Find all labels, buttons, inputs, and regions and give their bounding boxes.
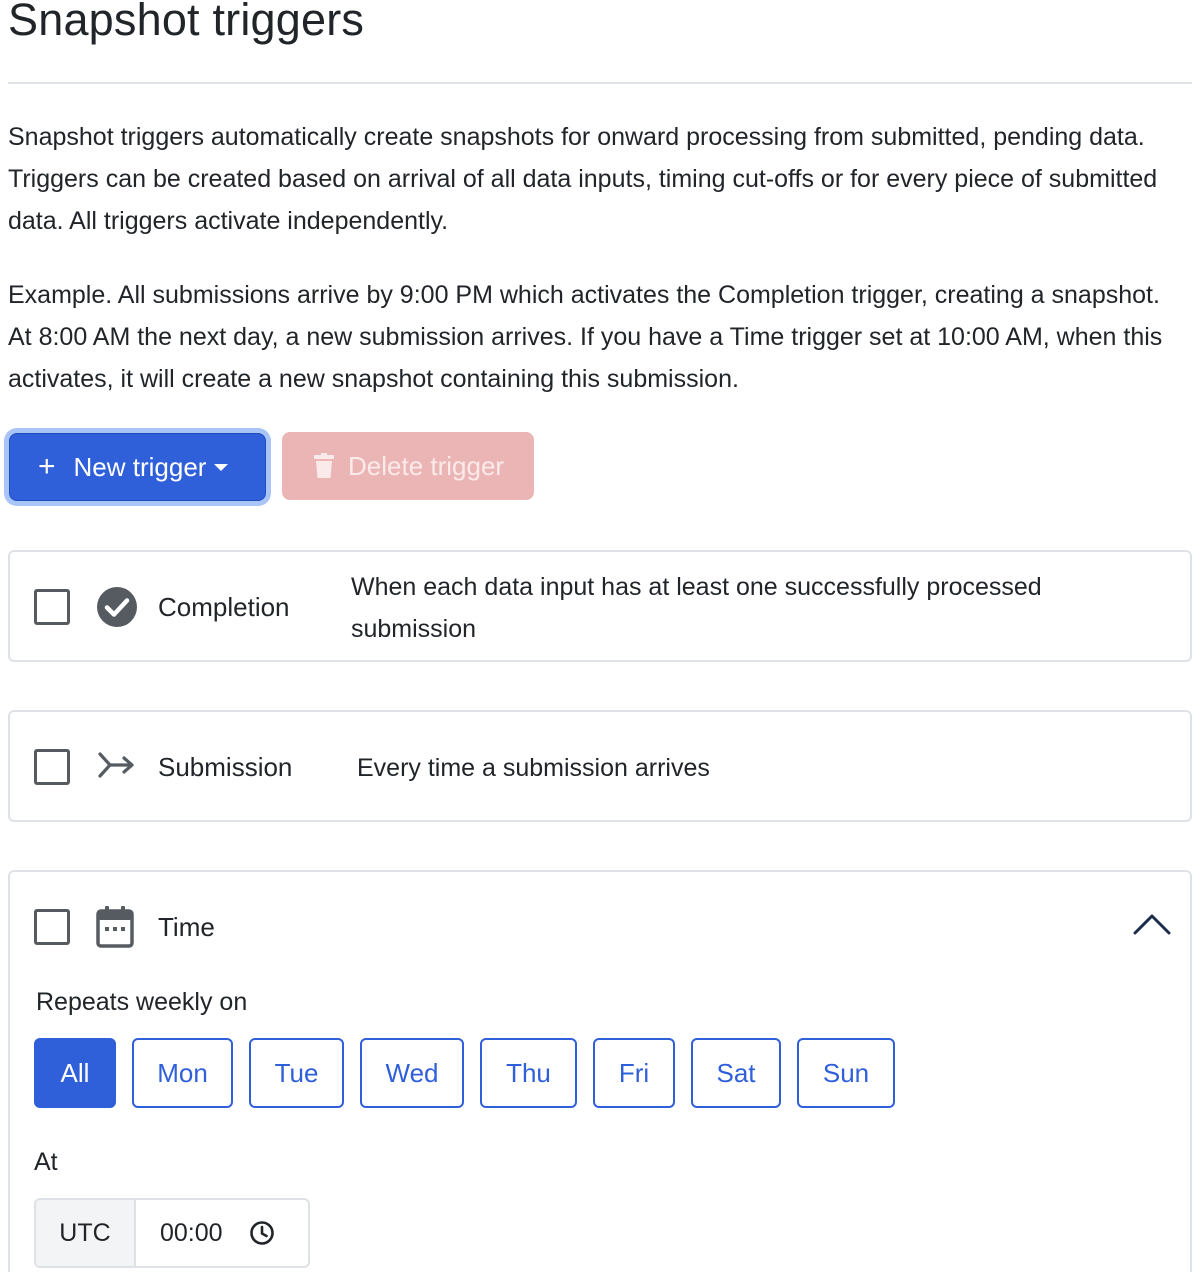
new-trigger-label: New trigger: [73, 451, 207, 482]
calendar-icon: [96, 906, 134, 948]
trigger-checkbox-completion[interactable]: [34, 589, 70, 625]
day-button-fri[interactable]: Fri: [593, 1038, 675, 1108]
trigger-label-time: Time: [158, 912, 215, 942]
at-label: At: [34, 1148, 58, 1176]
trigger-description-completion: When each data input has at least one successfully processed submission: [351, 573, 1042, 643]
page-title: Snapshot triggers: [8, 0, 365, 45]
merge-arrow-icon: [96, 750, 136, 780]
trigger-checkbox-submission[interactable]: [34, 749, 70, 785]
clock-icon[interactable]: [249, 1220, 275, 1246]
day-button-sat[interactable]: Sat: [691, 1038, 781, 1108]
trash-icon: [314, 453, 334, 479]
chevron-up-icon[interactable]: [1132, 912, 1172, 936]
caret-down-icon: [214, 464, 228, 471]
weekday-selector: [34, 1038, 911, 1108]
trigger-card-submission: [8, 710, 1192, 822]
delete-trigger-button[interactable]: [282, 432, 534, 500]
day-button-all[interactable]: All: [34, 1038, 116, 1108]
check-circle-icon: [96, 586, 138, 628]
trigger-label-submission: Submission: [158, 752, 293, 782]
day-button-wed[interactable]: Wed: [360, 1038, 464, 1108]
trigger-card-completion: [8, 550, 1192, 662]
day-button-sun[interactable]: Sun: [797, 1038, 895, 1108]
timezone-addon: UTC: [36, 1200, 136, 1266]
delete-trigger-label: Delete trigger: [348, 450, 505, 481]
time-input[interactable]: [136, 1200, 308, 1266]
time-value: 00:00: [160, 1218, 223, 1247]
trigger-description-submission: Every time a submission arrives: [357, 754, 710, 782]
example-text: Example. All submissions arrive by 9:00 PM which activates the Completion trigger, creating a snapshot. At 8:00 AM the next day, a new submission arrives. If you have a Time trigger set at 10:00 AM, when this activates, it will create a new snapshot containing this submission.: [8, 281, 1163, 393]
day-button-thu[interactable]: Thu: [480, 1038, 577, 1108]
trigger-checkbox-time[interactable]: [34, 909, 70, 945]
title-divider: [8, 82, 1192, 84]
trigger-label-completion: Completion: [158, 592, 290, 622]
new-trigger-button[interactable]: [9, 433, 266, 501]
time-input-group: [34, 1198, 310, 1268]
plus-icon: +: [38, 450, 56, 483]
intro-text: Snapshot triggers automatically create snapshots for onward processing from submitted, pending data. Triggers can be created based on arrival of all data inputs, timing cut-offs or for every piece of submitted data. All triggers activate independently.: [8, 123, 1158, 235]
day-button-tue[interactable]: Tue: [249, 1038, 344, 1108]
day-button-mon[interactable]: Mon: [132, 1038, 233, 1108]
trigger-card-time: [8, 870, 1192, 1272]
repeats-weekly-label: Repeats weekly on: [36, 988, 248, 1016]
